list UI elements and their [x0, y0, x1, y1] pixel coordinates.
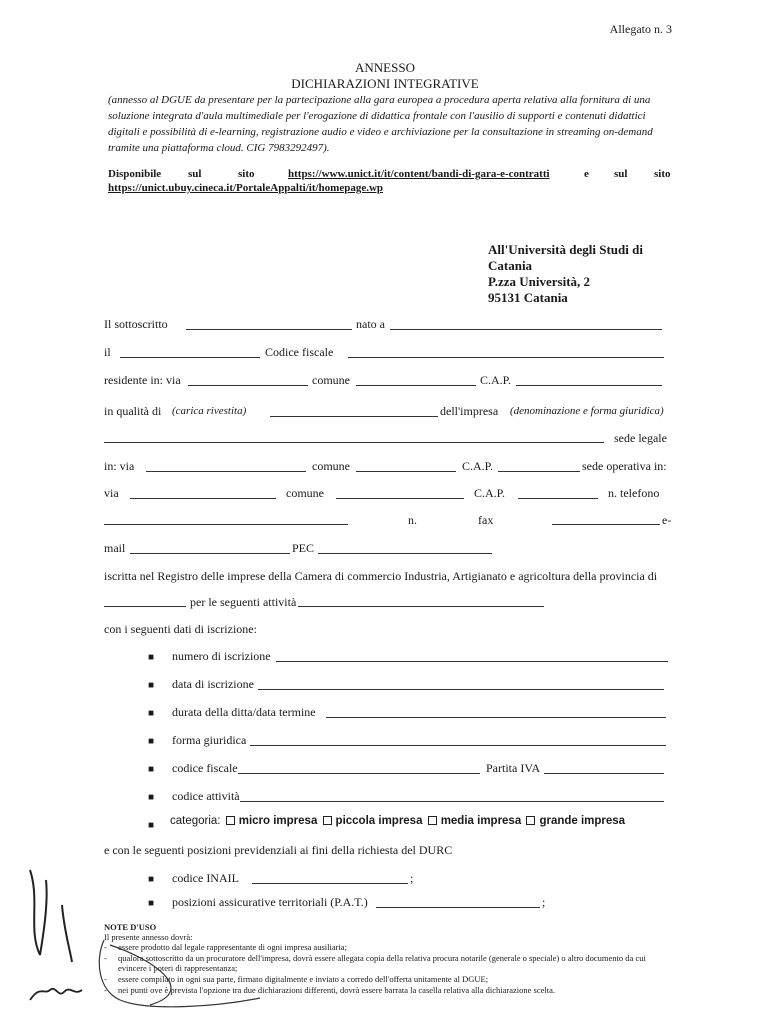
label-mail: mail: [104, 541, 126, 555]
label-cap: C.A.P.: [480, 373, 512, 387]
avail-sul: sul: [614, 168, 628, 180]
bullet-icon: ■: [148, 736, 155, 747]
recipient-line-2: Catania: [488, 258, 533, 273]
label-con-i-seguenti: con i seguenti dati di iscrizione:: [104, 622, 257, 636]
recipient-line-1: All'Università degli Studi di: [488, 242, 643, 257]
bullet-icon: ■: [148, 680, 155, 691]
label-pec: PEC: [292, 541, 315, 555]
label-sede-legale: sede legale: [614, 431, 667, 445]
label-il: il: [104, 345, 111, 359]
note-2b: evincere i poteri di rappresentanza;: [118, 963, 238, 973]
label-e: e-: [662, 513, 672, 527]
link-bandi[interactable]: https://www.unict.it/it/content/bandi-di-gara-e-contratti: [288, 168, 550, 180]
label-per-le-seguenti: per le seguenti attività: [190, 595, 297, 609]
label-sottoscritto: Il sottoscritto: [104, 317, 168, 331]
avail-word-1: Disponibile: [108, 168, 162, 180]
subtitle-line-1: (annesso al DGUE da presentare per la partecipazione alla gara europea a procedura aperta relativa alla fornitura di una: [108, 94, 651, 106]
inail-end: ;: [410, 871, 414, 885]
option-piccola: piccola impresa: [335, 815, 423, 827]
bullet-numero: numero di iscrizione: [172, 649, 271, 663]
subtitle-line-2: soluzione integrata d'aula multimediale per l'erogazione di didattica frontale con l'ausilio di supporti e contenuti didattici: [108, 110, 646, 122]
bullet-durata: durata della ditta/data termine: [172, 705, 316, 719]
notes-intro: Il presente annesso dovrà:: [104, 932, 193, 942]
note-2: qualora sottoscritto da un procuratore dell'impresa, dovrà essere allegata copia della relativa procura notarile (generale o speciale) o altro documento da cui: [118, 953, 646, 963]
note-3: essere compilato in ogni sua parte, firmato digitalmente e inviato a corredo dell'offerta unitamente al DGUE;: [118, 974, 489, 984]
label-codice-fiscale: Codice fiscale: [265, 345, 334, 359]
label-iscritta: iscritta nel Registro delle imprese della Camera di commercio Industria, Artigianato e agricoltura della provincia di: [104, 569, 658, 583]
link-portale[interactable]: https://unict.ubuy.cineca.it/PortaleAppalti/it/homepage.wp: [108, 182, 384, 194]
label-residente: residente in: via: [104, 373, 181, 387]
subtitle-line-4: tramite una piattaforma cloud. CIG 7983292497).: [108, 142, 330, 154]
doc-subtitle: DICHIARAZIONI INTEGRATIVE: [291, 76, 479, 91]
label-via: via: [104, 486, 119, 500]
bullet-icon: ■: [148, 708, 155, 719]
bullet-icon: ■: [148, 792, 155, 803]
bullet-forma: forma giuridica: [172, 733, 247, 747]
avail-and: e: [584, 168, 589, 180]
recipient-line-3: P.zza Università, 2: [488, 274, 591, 289]
note-4: nei punti ove è prevista l'opzione tra due dichiarazioni differenti, dovrà essere barrata la casella relativa alla dichiarazione scelta.: [118, 985, 556, 995]
bullet-icon: ■: [148, 764, 155, 775]
label-n: n.: [408, 513, 417, 527]
label-carica: (carica rivestita): [172, 405, 247, 417]
label-durc: e con le seguenti posizioni previdenziali ai fini della richiesta del DURC: [104, 843, 453, 857]
notes-title: NOTE D'USO: [104, 922, 157, 932]
note-bullet-dash: -: [104, 942, 107, 952]
allegato-label: Allegato n. 3: [609, 22, 672, 36]
categoria-label: categoria:: [170, 815, 221, 827]
bullet-icon: ■: [148, 898, 155, 909]
label-fax: fax: [478, 513, 494, 527]
label-comune: comune: [312, 373, 350, 387]
option-micro: micro impresa: [238, 815, 318, 827]
label-cap-2: C.A.P.: [462, 459, 494, 473]
recipient-line-4: 95131 Catania: [488, 290, 568, 305]
label-inail: codice INAIL: [172, 871, 239, 885]
option-grande: grande impresa: [539, 815, 626, 827]
option-media: media impresa: [440, 815, 522, 827]
bullet-icon: ■: [148, 874, 155, 885]
label-in-via: in: via: [104, 459, 135, 473]
bullet-data: data di iscrizione: [172, 677, 254, 691]
label-comune-3: comune: [286, 486, 324, 500]
bullet-codice-fiscale: codice fiscale: [172, 761, 238, 775]
note-bullet-dash: -: [104, 985, 107, 995]
label-n-telefono: n. telefono: [608, 486, 660, 500]
label-cap-3: C.A.P.: [474, 486, 506, 500]
bullet-codice-attivita: codice attività: [172, 789, 240, 803]
avail-word-3: sito: [238, 168, 255, 180]
avail-sito: sito: [654, 168, 671, 180]
label-pat: posizioni assicurative territoriali (P.A.T.): [172, 895, 368, 909]
label-nato-a: nato a: [356, 317, 385, 331]
bullet-icon: ■: [148, 652, 155, 663]
label-partita-iva: Partita IVA: [486, 761, 541, 775]
note-bullet-dash: -: [104, 953, 107, 963]
doc-title: ANNESSO: [355, 60, 415, 75]
note-1: essere prodotto dal legale rappresentante di ogni impresa ausiliaria;: [118, 942, 347, 952]
label-comune-2: comune: [312, 459, 350, 473]
label-in-qualita: in qualità di: [104, 404, 162, 418]
label-denominazione: (denominazione e forma giuridica): [510, 405, 664, 417]
note-bullet-dash: -: [104, 974, 107, 984]
subtitle-line-3: digitali e possibilità di e-learning, registrazione audio e video e archiviazione per la consultazione in streaming on-demand: [108, 126, 653, 138]
bullet-icon: ■: [148, 820, 155, 831]
label-dell-impresa: dell'impresa: [440, 404, 499, 418]
pat-end: ;: [542, 895, 546, 909]
avail-word-2: sul: [188, 168, 202, 180]
label-sede-operativa: sede operativa in:: [582, 459, 667, 473]
